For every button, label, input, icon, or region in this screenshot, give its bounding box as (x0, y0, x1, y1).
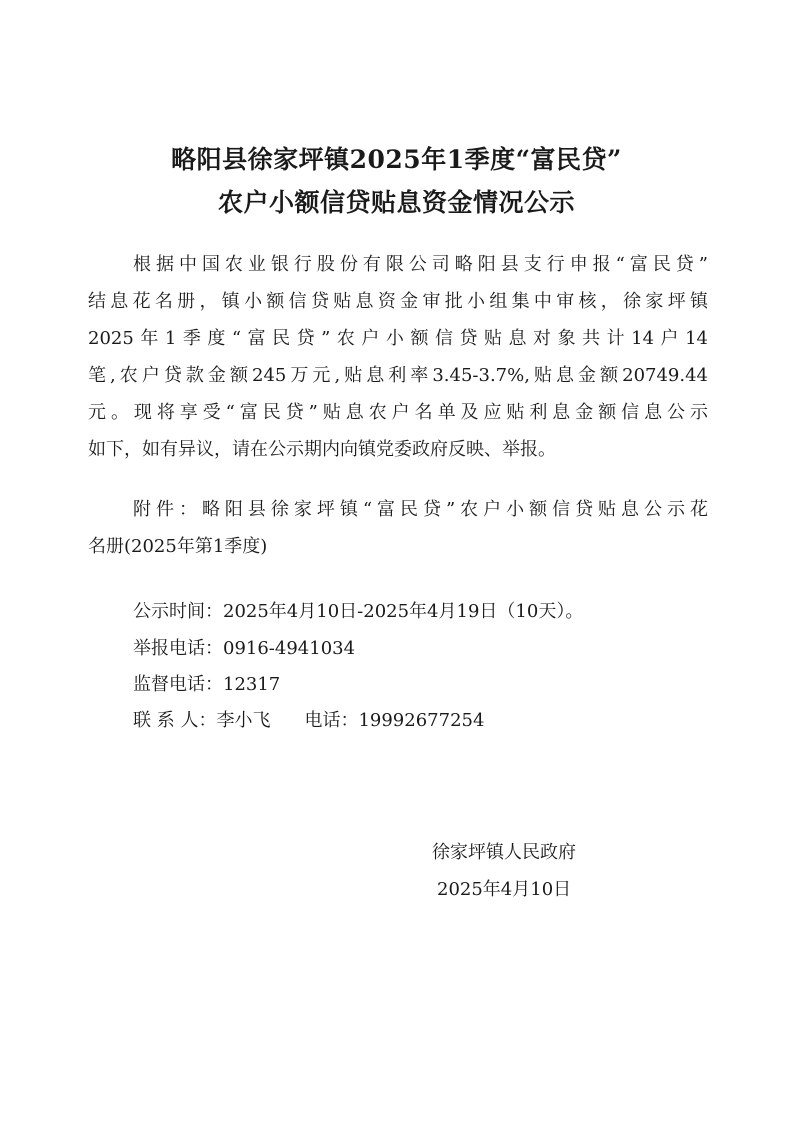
paragraph-line: 笔,农户贷款金额245万元,贴息利率3.45-3.7%,贴息金额20749.44 (88, 365, 708, 386)
contact-line (133, 706, 484, 732)
issuing-authority: 徐家坪镇人民政府 (432, 842, 576, 863)
report-phone: 举报电话：0916-4941034 (133, 638, 356, 659)
paragraph-line: 2025年1季度“富民贷”农户小额信贷贴息对象共计14户14 (88, 328, 708, 349)
paragraph-line: 结息花名册，镇小额信贷贴息资金审批小组集中审核，徐家坪镇 (88, 291, 708, 312)
paragraph-line: 元。现将享受“富民贷”贴息农户名单及应贴利息金额信息公示 (88, 402, 708, 423)
contact-person: 联 系 人：李小飞 (133, 710, 271, 731)
issue-date: 2025年4月10日 (437, 879, 572, 900)
attachment-line: 附件：略阳县徐家坪镇“富民贷”农户小额信贷贴息公示花 (133, 499, 708, 520)
contact-phone: 电话：19992677254 (304, 710, 485, 731)
paragraph-line: 根据中国农业银行股份有限公司略阳县支行申报“富民贷” (133, 254, 708, 275)
document-title-line-1: 略阳县徐家坪镇2025年1季度“富民贷” (171, 145, 622, 174)
supervision-phone: 监督电话：12317 (133, 674, 281, 695)
paragraph-line: 如下，如有异议，请在公示期内向镇党委政府反映、举报。 (88, 439, 556, 460)
attachment-line: 名册(2025年第1季度) (88, 536, 268, 557)
publicity-period: 公示时间：2025年4月10日-2025年4月19日（10天）。 (133, 601, 584, 622)
document-title-line-2: 农户小额信贷贴息资金情况公示 (217, 188, 575, 217)
